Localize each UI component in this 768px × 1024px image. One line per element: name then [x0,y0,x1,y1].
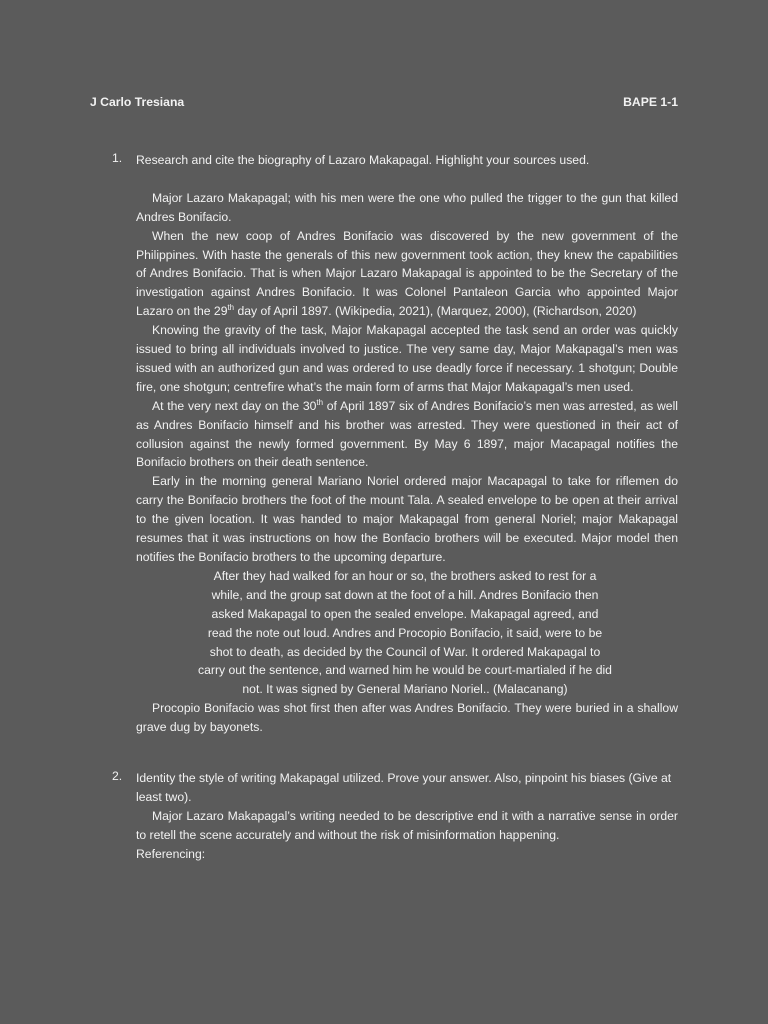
answer-paragraph: Major Lazaro Makapagal; with his men were the one who pulled the trigger to the gun that killed Andres Bonifacio. [136,190,678,224]
answer-paragraph: Knowing the gravity of the task, Major Makapagal accepted the task send an order was quickly issued to bring all individuals involved to justice. The very same day, Major Makapagal’s men was issued with an authorized gun and was ordered to use deadly force if necessary. 1 shotgun; Double fire, one shotgun; centrefire what’s the main form of arms that Major Makapagal’s men used. [136,323,678,394]
question-2 [112,769,678,864]
answer-paragraph: Procopio Bonifacio was shot first then after was Andres Bonifacio. They were buried in a shallow grave dug by bayonets. [136,701,678,735]
author-name: J Carlo Tresiana [90,95,185,109]
question-number: 1. [112,151,123,165]
answer-paragraph: At the very next day on the 30th of April 1897 six of Andres Bonifacio’s men was arrested, as well as Andres Bonifacio himself and his brother was arrested. They were questioned in their act of collusion against the newly formed government. By May 6 1897, major Macapagal notifies the Bonifacio brothers on their death sentence. [136,397,678,470]
answer-paragraph: Early in the morning general Mariano Noriel ordered major Macapagal to take for riflemen do carry the Bonifacio brothers the foot of the mount Tala. A sealed envelope to be open at their arrival to the given location. It was handed to major Makapagal from general Noriel; major Makapagal resumes that it was instructions on how the Bonfacio brothers will be executed. Major model then notifies the Bonifacio brothers to the upcoming departure. [136,474,678,565]
question-number: 2. [112,769,123,783]
answer-paragraph: When the new coop of Andres Bonifacio was discovered by the new government of the Philippines. With haste the generals of this new government took action, they knew the capabilities of Andres Bonifacio. That is when Major Lazaro Makapagal is appointed to be the Secretary of the investigation against Andres Bonifacio. It was Colonel Pantaleon Garcia who appointed Major Lazaro on the 29th day of April 1897. (Wikipedia, 2021), (Marquez, 2000), (Richardson, 2020) [136,228,678,319]
block-quote: After they had walked for an hour or so, the brothers asked to rest for a while, and the group sat down at the foot of a hill. Andres Bonifacio then asked Makapagal to open the sealed envelope. Makapagal agreed, and read the note out loud. Andres and Procopio Bonifacio, it said, were to be shot to death, as decided by the Council of War. It ordered Makapagal to carry out the sentence, and warned him he would be court-martialed if he did not. It was signed by General Mariano Noriel.. (Malacanang) [198,568,612,697]
referencing-label: Referencing: [136,846,206,861]
question-text: Identity the style of writing Makapagal utilized. Prove your answer. Also, pinpoint his biases (Give at least two). [136,771,672,804]
class-section: BAPE 1-1 [623,95,678,109]
document-header [90,95,678,111]
answer-paragraph: Major Lazaro Makapagal’s writing needed to be descriptive end it with a narrative sense in order to retell the scene accurately and without the risk of misinformation happening. [136,808,678,842]
question-1 [112,151,678,737]
question-text: Research and cite the biography of Lazaro Makapagal. Highlight your sources used. [136,153,590,167]
